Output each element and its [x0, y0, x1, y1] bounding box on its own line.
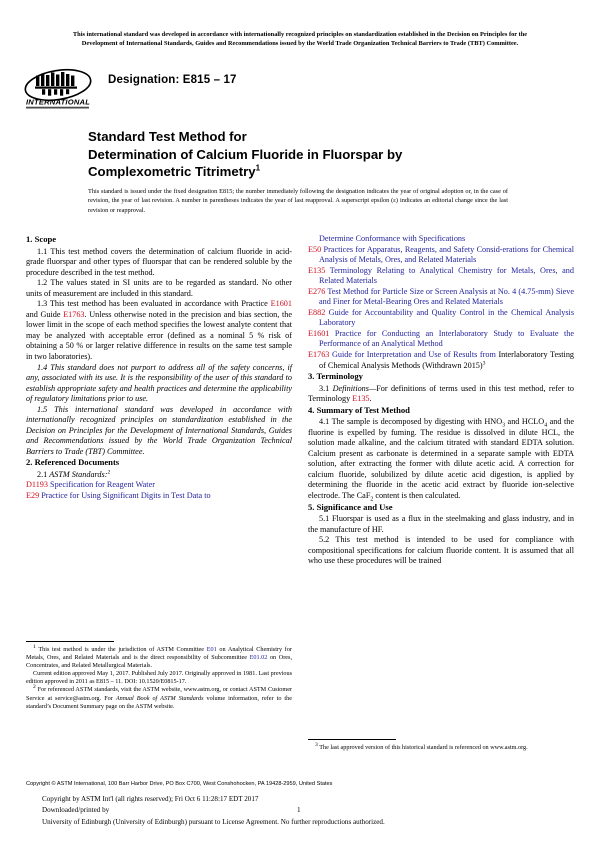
- section-heading-terminology: 3. Terminology: [308, 371, 363, 382]
- reference-title-continuation: Interlaboratory Testing of Chemical Analysis Methods (Withdrawn 2015): [319, 350, 575, 370]
- reference-title-continuation[interactable]: Evaluate the Performance of an Analytical Method: [319, 328, 575, 349]
- footnote-2-italic: Annual Book of ASTM Standards: [115, 694, 204, 702]
- stamp-line-3: University of Edinburgh (University of Edinburgh) pursuant to License Agreement. No further reproductions authorized.: [42, 817, 385, 826]
- astm-logo: [22, 68, 100, 112]
- tbt-banner-line-1: This international standard was developed in accordance with internationally recognized principles on standardization established in the Decision on Principles for the: [72, 31, 528, 38]
- title-line-3: [88, 163, 508, 181]
- reference-item-e882[interactable]: [308, 308, 574, 329]
- reference-title[interactable]: Specification for Reagent Water: [50, 480, 155, 490]
- p41-text-a: 4.1 The sample is decomposed by digesting with HNO: [319, 417, 503, 427]
- column-right: [308, 234, 574, 567]
- reference-title-continuation[interactable]: Metals, Ores, and Related Materials: [319, 265, 574, 286]
- column-left: [26, 234, 292, 502]
- reference-item-e1763[interactable]: [308, 350, 574, 371]
- footnotes-left: [26, 641, 292, 711]
- reference-code[interactable]: E50: [308, 244, 322, 254]
- p41-text-c: and the fluorine is expelled by fuming. The residue is dissolved in dilute HCL, the solution made alkaline, and the calcium titrated with standard EDTA solution. Calcium present as carbonate is determined in a separate sample with EDTA solution, after extracting the former with dilute acetic acid. A correction for calcium fluoride, solubilized by dilute acetic acid digestion, is applied by determining the fluoride in the acetic acid extract by fluoride ion-selective electrode. The CaF: [308, 417, 574, 501]
- section-heading-significance-and-use: 5. Significance and Use: [308, 501, 393, 512]
- designation-label: Designation: E815 – 17: [108, 74, 237, 86]
- tbt-banner-line-2: Development of International Standards, Guides and Recommendations issued by the World Trade Organization Technical Barriers to Trade (TBT) Committee.: [81, 40, 519, 48]
- reference-title[interactable]: Test Method for Particle Size or Screen Analysis at No.: [327, 286, 510, 296]
- footnote-1-marker: 1: [33, 643, 36, 650]
- title-line-1: Standard Test Method for: [88, 129, 247, 144]
- paragraph-1-3: [26, 299, 292, 362]
- reference-title-continuation[interactable]: Chemical Analysis Laboratory: [319, 307, 574, 328]
- paragraph-1-4: 1.4 This standard does not purport to address all of the safety concerns, if any, associated with its use. It is the responsibility of the user of this standard to establish appropriate safety and health practices and determine the applicability of regulatory limitations prior to use.: [26, 362, 292, 404]
- paragraph-5-2: 5.2 This test method is intended to be used for compliance with compositional specifications for calcium fluoride content. It is assumed that all who use these procedures will be trained: [308, 535, 574, 566]
- reference-code[interactable]: E135: [308, 265, 326, 275]
- reference-title-continuation[interactable]: 4 (4.75-mm) Sieve and Finer for Metal-Bearing Ores and Related Materials: [319, 286, 575, 307]
- paragraph-2-1: [26, 470, 292, 481]
- title-line-2: Determination of Calcium Fluoride in Fluorspar by: [88, 146, 403, 162]
- copyright-notice: Copyright © ASTM International, 100 Barr Harbor Drive, PO Box C700, West Conshohocken, PA 19428-2959, United States: [26, 781, 333, 787]
- p13-text-a: 1.3 This test method has been evaluated in accordance with Practice: [37, 299, 271, 309]
- reference-title[interactable]: Practice for Conducting an Interlaboratory Study to: [334, 328, 525, 338]
- reference-item-e135[interactable]: [308, 266, 574, 287]
- svg-text:INTERNATIONAL: INTERNATIONAL: [26, 97, 91, 107]
- p13-text-b: and Guide: [26, 309, 64, 319]
- footnote-1: [26, 643, 292, 670]
- reference-item-e29[interactable]: [26, 491, 292, 502]
- link-e01-02[interactable]: E01.02: [249, 654, 268, 662]
- reference-item-d1193[interactable]: [26, 480, 292, 491]
- reference-title[interactable]: Practices for Apparatus, Reagents, and Safety Consid-: [323, 244, 503, 254]
- link-e1601[interactable]: E1601: [270, 299, 292, 309]
- paragraph-3-1: [308, 384, 574, 405]
- footnote-divider: [308, 739, 396, 740]
- footnote-2-text-b: volume information, refer to the standard’s Document Summary page on the ASTM website.: [26, 694, 292, 710]
- reference-title-continuation[interactable]: erations for Chemical Analysis of Metals, Ores, and Related Materials: [319, 244, 575, 265]
- title-block: [88, 128, 508, 181]
- reference-item-e29-continuation[interactable]: [308, 234, 574, 245]
- footnote-2: [26, 686, 292, 710]
- p41-subscript-3: 3: [502, 422, 506, 429]
- footnote-1-text-a: This test method is under the jurisdiction of ASTM Committee: [38, 646, 207, 653]
- p31-text: For definitions of terms used in this test method, refer to Terminology: [308, 383, 575, 404]
- paragraph-1-1: 1.1 This test method covers the determination of calcium fluoride in acid-grade fluorspar and other types of fluorspar that can be rendered soluble by the procedure described in the test method.: [26, 246, 292, 277]
- stamp-line-1: Copyright by ASTM Int'l (all rights reserved); Fri Oct 6 11:28:17 EDT 2017: [42, 795, 259, 803]
- p31-definitions-label: Definitions—: [332, 383, 377, 393]
- reference-title[interactable]: Terminology Relating to Analytical Chemistry for: [329, 265, 507, 275]
- section-heading-summary-of-test-method: 4. Summary of Test Method: [308, 404, 410, 415]
- section-heading-referenced-documents: 2. Referenced Documents: [26, 457, 120, 468]
- footnotes-right: [308, 739, 574, 752]
- link-e1763[interactable]: E1763: [63, 309, 85, 319]
- footnote-3-text: The last approved version of this historical standard is referenced on www.astm.org.: [319, 744, 528, 751]
- footnote-2-marker: 2: [33, 684, 36, 691]
- p31-end: .: [369, 394, 372, 404]
- p31-number: 3.1: [319, 383, 333, 393]
- p21-number: 2.1: [37, 469, 50, 479]
- reference-code[interactable]: E29: [26, 491, 40, 501]
- reference-code[interactable]: D1193: [26, 480, 48, 490]
- p13-text-c: . Unless otherwise noted in the precision and bias section, the lower limit in the scope of each method specifies the lowest analyte content that may be analyzed with acceptable error (defined as a nominal 5 % risk of obtaining a 50 % or larger relative difference in results on the same test sample in two laboratories).: [26, 309, 292, 361]
- reference-code[interactable]: E882: [308, 307, 326, 317]
- title-line-3-text: Complexometric Titrimetry: [88, 164, 256, 179]
- stamp-line-2: Downloaded/printed by: [42, 806, 110, 815]
- reference-footnote-marker: 3: [482, 359, 486, 366]
- tbt-banner: [32, 30, 568, 48]
- reference-code[interactable]: E1601: [308, 328, 330, 338]
- footnote-1-edition: Current edition approved May 1, 2017. Published July 2017. Originally approved in 1981. Last previous edition approved in 2011 as E815 – 11. DOI: 10.1520/E0815-17.: [26, 670, 292, 686]
- paragraph-5-1: 5.1 Fluorspar is used as a flux in the steelmaking and glass industry, and in the manufacture of HF.: [308, 514, 574, 534]
- reference-code[interactable]: E1763: [308, 350, 330, 360]
- reference-item-e50[interactable]: [308, 245, 574, 266]
- p41-subscript-2: 2: [370, 496, 374, 503]
- document-header: [22, 66, 578, 118]
- footnote-1-text-b: on Analytical Chemistry for Metals, Ores, and Related Materials and is the direct responsibility of Subcommittee: [26, 646, 292, 662]
- page-number: 1: [297, 806, 301, 814]
- download-stamp: [42, 794, 562, 828]
- p41-subscript-4: 4: [544, 422, 548, 429]
- reference-title[interactable]: Guide for Accountability and Quality Control in the: [328, 307, 508, 317]
- footnote-2-text-a: For referenced ASTM standards, visit the ASTM website, www.astm.org, or contact ASTM Customer Service at service@astm.org. For: [26, 686, 293, 702]
- title-footnote-marker: 1: [255, 163, 261, 173]
- p21-footnote-marker: 2: [107, 469, 111, 476]
- reference-title[interactable]: Guide for Interpretation and Use of Results from: [332, 350, 496, 360]
- link-e01[interactable]: E01: [206, 646, 217, 653]
- paragraph-1-2: 1.2 The values stated in SI units are to be regarded as standard. No other units of measurement are included in this standard.: [26, 278, 292, 298]
- paragraph-1-5: 1.5 This international standard was developed in accordance with internationally recognized principles on standardization established in the Decision on Principles for the Development of International Standards, Guides and Recommendations issued by the World Trade Organization Technical Barriers to Trade (TBT) Committee.: [26, 404, 292, 456]
- reference-code[interactable]: E276: [308, 286, 326, 296]
- section-heading-scope: 1. Scope: [26, 234, 57, 244]
- paragraph-4-1: [308, 417, 574, 501]
- reference-title-continuation[interactable]: Determine Conformance with Specifications: [319, 234, 466, 243]
- reference-title[interactable]: Practice for Using Significant Digits in Test Data to: [41, 491, 211, 501]
- p21-italic-label: ASTM Standards:: [49, 469, 108, 479]
- footnote-divider: [26, 641, 114, 642]
- p41-text-d: content is then calculated.: [373, 491, 461, 501]
- p41-text-b: and HCLO: [505, 417, 545, 427]
- issue-note: This standard is issued under the fixed designation E815; the number immediately following the designation indicates the year of original adoption or, in the case of revision, the year of last revision. A number in parentheses indicates the year of last reapproval. A superscript epsilon (ε) indicates an editorial change since the last revision or reapproval.: [88, 188, 508, 214]
- footnote-1-text-c: on Ores, Concentrates, and Related Metallurgical Materials.: [26, 654, 292, 670]
- link-e135[interactable]: E135: [352, 394, 370, 404]
- footnote-3: [308, 741, 574, 752]
- footnote-3-marker: 3: [315, 741, 318, 748]
- reference-item-e276[interactable]: [308, 287, 574, 308]
- reference-item-e1601[interactable]: [308, 329, 574, 350]
